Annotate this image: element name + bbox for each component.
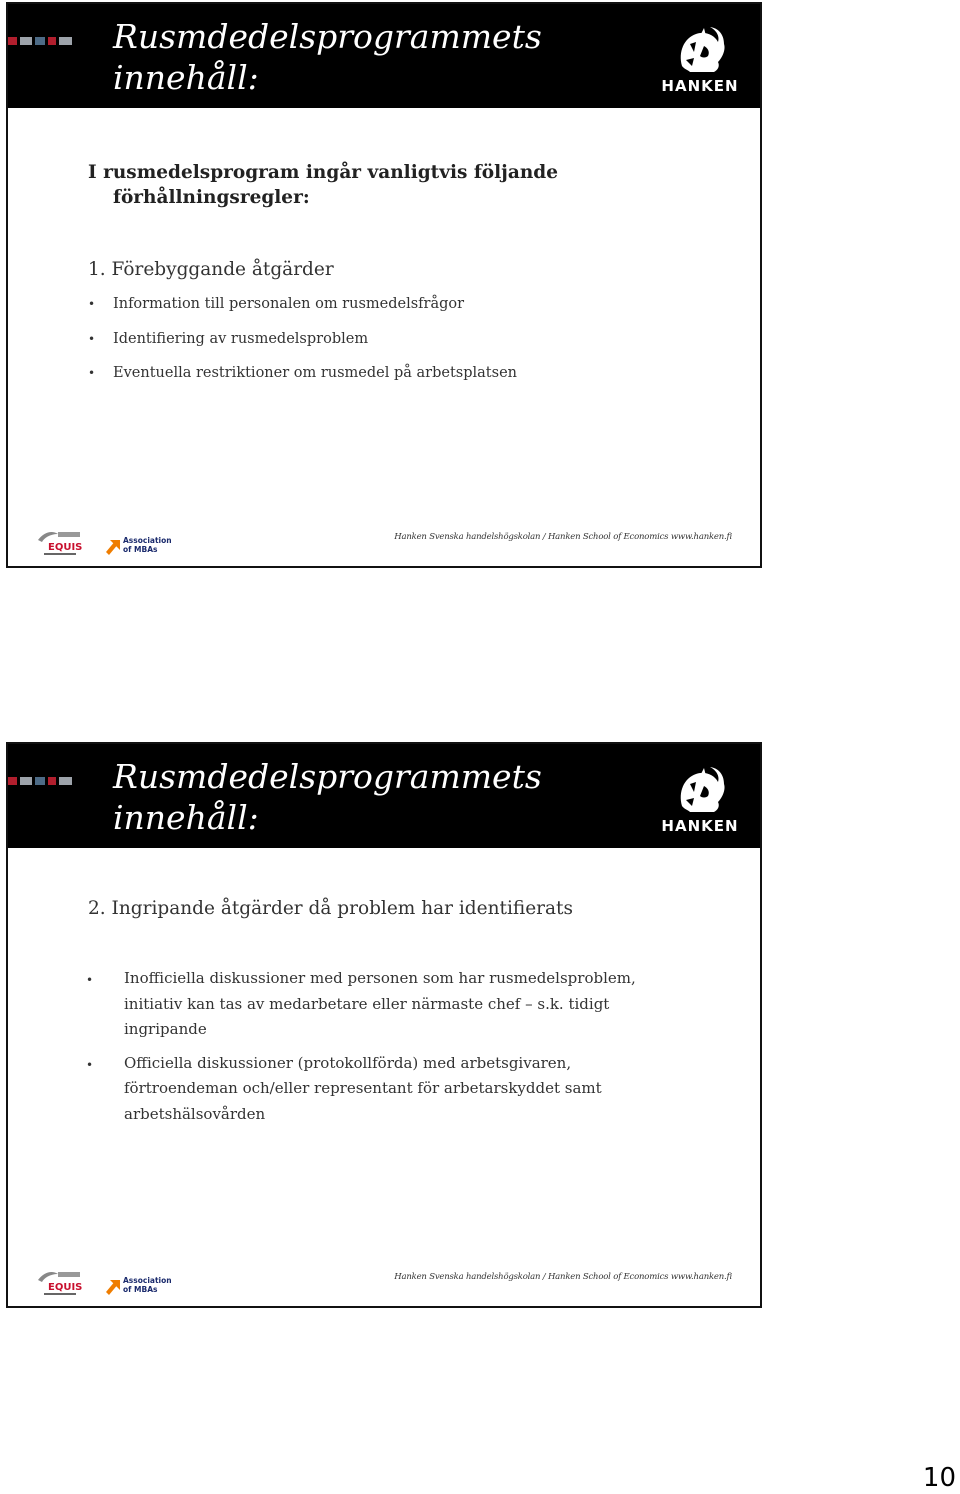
intro-text (88, 160, 673, 210)
hanken-logo (660, 22, 740, 94)
intro-line-1: I rusmedelsprogram ingår vanligtvis följande (88, 162, 559, 183)
amba-wordmark-line-2: of MBAs (123, 545, 158, 554)
list-item-text: Eventuella restriktioner om rusmedel på arbetsplatsen (113, 365, 517, 381)
slide-title-line-1: Rusmdedelsprogrammets (113, 757, 542, 796)
intro-line-2: förhållningsregler: (113, 187, 310, 208)
list-item (86, 966, 646, 1043)
hanken-wordmark: HANKEN (661, 817, 739, 834)
bullet-list (88, 295, 517, 399)
list-item-text: Officiella diskussioner (protokollförda) med arbetsgivaren, förtroendeman och/eller representant för arbetarskyddet samt arbetshälsovården (124, 1053, 602, 1123)
hanken-wordmark: HANKEN (661, 77, 739, 94)
list-item (86, 1051, 646, 1128)
list-item-text: Inofficiella diskussioner med personen som har rusmedelsproblem, initiativ kan tas av medarbetare eller närmaste chef – s.k. tidigt ingripande (124, 969, 636, 1038)
helmeted-head-icon (681, 27, 725, 72)
equis-wordmark: EQUIS (48, 1282, 83, 1293)
slide-title (113, 16, 573, 98)
slide-2 (6, 742, 762, 1308)
hanken-logo (660, 762, 740, 834)
page-number: 10 (922, 1463, 956, 1493)
bullet-icon: • (88, 366, 96, 380)
amba-logo (106, 534, 172, 556)
equis-wordmark: EQUIS (48, 542, 83, 553)
equis-swoosh-icon (38, 1272, 58, 1282)
amba-logo (106, 1274, 172, 1296)
list-item (88, 295, 517, 313)
equis-logo (36, 526, 84, 558)
list-item-text: Identifiering av rusmedelsproblem (113, 330, 369, 347)
section-heading: 2. Ingripande åtgärder då problem har identifierats (88, 898, 573, 919)
section-heading: 1. Förebyggande åtgärder (88, 259, 334, 280)
equis-swoosh-icon (38, 532, 58, 542)
bullet-list (86, 966, 646, 1135)
amba-wordmark-line-2: of MBAs (123, 1285, 158, 1294)
slide-header (8, 744, 760, 848)
equis-logo (36, 1266, 84, 1298)
bullet-icon: • (88, 331, 96, 346)
slide-title (113, 756, 573, 838)
slide-title-line-2: innehåll: (113, 798, 259, 837)
slide-footer: Hanken Svenska handelshögskolan / Hanken School of Economics www.hanken.fi (394, 1272, 732, 1282)
slide-title-line-2: innehåll: (113, 58, 259, 97)
color-strip (8, 37, 72, 45)
bullet-icon: • (88, 297, 96, 311)
list-item (88, 330, 517, 348)
slide-footer: Hanken Svenska handelshögskolan / Hanken School of Economics www.hanken.fi (394, 532, 732, 542)
slide-header (8, 4, 760, 108)
bullet-icon: • (86, 1057, 94, 1072)
bullet-icon: • (86, 973, 94, 987)
slide-1 (6, 2, 762, 568)
amba-wordmark-line-1: Association (123, 1276, 172, 1285)
color-strip (8, 777, 72, 785)
list-item (88, 364, 517, 382)
list-item-text: Information till personalen om rusmedelsfrågor (113, 296, 465, 312)
slide-title-line-1: Rusmdedelsprogrammets (113, 17, 542, 56)
helmeted-head-icon (681, 767, 725, 812)
amba-wordmark-line-1: Association (123, 536, 172, 545)
